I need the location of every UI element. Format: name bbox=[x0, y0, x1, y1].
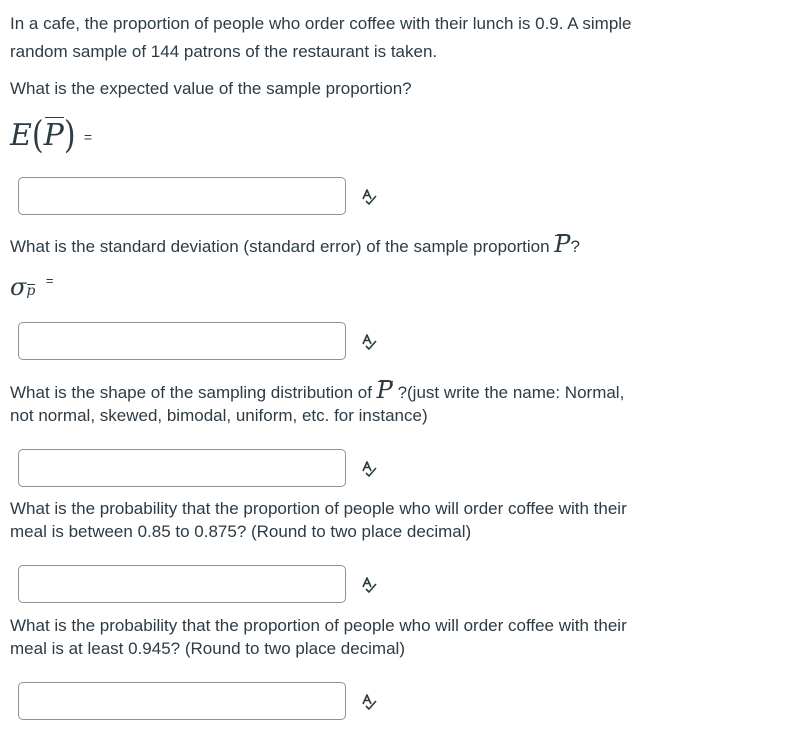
math-p-bar: P bbox=[376, 376, 393, 404]
answer-input-5[interactable] bbox=[19, 683, 345, 719]
question-3-text-a: What is the shape of the sampling distribution of bbox=[10, 383, 372, 402]
intro-line-1: In a cafe, the proportion of people who order coffee with their lunch is 0.9. A simple bbox=[10, 14, 632, 33]
equals-sign: = bbox=[45, 273, 54, 288]
question-5-line-2: meal is at least 0.945? (Round to two place decimal) bbox=[10, 639, 405, 658]
spellcheck-icon[interactable] bbox=[360, 333, 378, 351]
question-mark: ? bbox=[570, 237, 580, 256]
question-2-text: What is the standard deviation (standard error) of the sample proportion bbox=[10, 237, 550, 256]
answer-input-2[interactable] bbox=[19, 323, 345, 359]
answer-input-3[interactable] bbox=[19, 450, 345, 486]
math-e: E bbox=[10, 118, 32, 153]
question-3-text-b: ?(just write the name: Normal, bbox=[397, 383, 625, 402]
answer-input-4[interactable] bbox=[19, 566, 345, 602]
answer-box-4[interactable] bbox=[18, 565, 346, 603]
right-paren: ) bbox=[63, 113, 76, 158]
left-paren: ( bbox=[31, 113, 44, 158]
equals-sign: = bbox=[83, 129, 93, 146]
question-1-prompt: What is the expected value of the sample proportion? bbox=[10, 79, 412, 98]
question-3-prompt-line-2: not normal, skewed, bimodal, uniform, etc. for instance) bbox=[10, 406, 428, 425]
answer-box-3[interactable] bbox=[18, 449, 346, 487]
question-4-line-1: What is the probability that the proportion of people who will order coffee with their bbox=[10, 499, 627, 518]
answer-box-1[interactable] bbox=[18, 177, 346, 215]
spellcheck-icon[interactable] bbox=[360, 693, 378, 711]
question-5-line-1: What is the probability that the proportion of people who will order coffee with their bbox=[10, 616, 627, 635]
question-4-line-2: meal is between 0.85 to 0.875? (Round to two place decimal) bbox=[10, 522, 472, 541]
math-p-bar: P bbox=[44, 116, 64, 156]
expected-value-formula bbox=[10, 113, 93, 158]
spellcheck-icon[interactable] bbox=[360, 576, 378, 594]
sigma-symbol: σ bbox=[10, 273, 27, 301]
answer-box-2[interactable] bbox=[18, 322, 346, 360]
subscript-p-bar: p bbox=[26, 283, 36, 299]
math-p-bar: P bbox=[554, 230, 571, 258]
spellcheck-icon[interactable] bbox=[360, 460, 378, 478]
question-2-prompt bbox=[10, 230, 580, 258]
answer-input-1[interactable] bbox=[19, 178, 345, 214]
std-error-formula bbox=[10, 273, 53, 303]
intro-line-2: random sample of 144 patrons of the restaurant is taken. bbox=[10, 42, 438, 61]
question-3-prompt-line-1 bbox=[10, 376, 625, 404]
answer-box-5[interactable] bbox=[18, 682, 346, 720]
spellcheck-icon[interactable] bbox=[360, 188, 378, 206]
